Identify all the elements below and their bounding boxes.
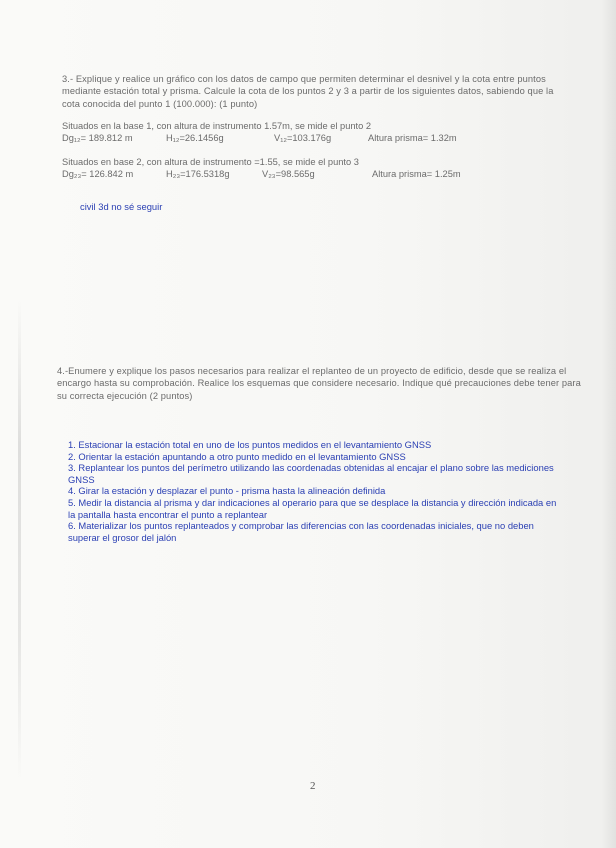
answer-step: 1. Estacionar la estación total en uno de los puntos medidos en el levantamiento GNSS [68,439,432,450]
page-edge-shadow [602,0,616,848]
question-3-answer: civil 3d no sé seguir [80,201,163,212]
base-1-data [62,121,582,145]
base-2-h: H₂₃=176.5318g [166,169,230,179]
scan-bleed-mark [18,300,21,780]
base-1-prism: Altura prisma= 1.32m [368,133,457,143]
question-4-answer-list [68,439,558,543]
answer-step: 5. Medir la distancia al prisma y dar indicaciones al operario para que se desplace la distancia y dirección indicada en la pantalla hasta encontrar el punto a replantear [68,496,557,520]
base-1-dg: Dg₁₂= 189.812 m [62,133,133,143]
base-1-v: V₁₂=103.176g [274,133,332,143]
answer-step: 3. Replantear los puntos del perímetro utilizando las coordenadas obtenidas al encajar el plano sobre las mediciones GNSS [68,462,554,485]
question-3-text: 3.- Explique y realice un gráfico con los datos de campo que permiten determinar el desnivel y la cota entre puntos mediante estación total y prisma. Calcule la cota de los puntos 2 y 3 a partir de los siguientes datos, sabiendo que la cota conocida del punto 1 (100.000): (1 punto) [62,74,554,109]
base-2-v: V₂₃=98.565g [262,169,315,179]
question-4-text: 4.-Enumere y explique los pasos necesarios para realizar el replanteo de un proyecto de edificio, desde que se realiza el encargo hasta su comprobación. Realice los esquemas que considere necesario. Indique qué precauciones debe tener para su correcta ejecución (2 puntos) [57,366,581,401]
base-2-dg: Dg₂₃= 126.842 m [62,169,134,179]
base-2-prism: Altura prisma= 1.25m [372,169,461,179]
answer-step: 6. Materializar los puntos replanteados y comprobar las diferencias con las coordenadas iniciales, que no deben superar el grosor del jalón [68,520,534,543]
page-number: 2 [310,780,316,792]
answer-step: 2. Orientar la estación apuntando a otro punto medido en el levantamiento GNSS [68,450,406,462]
base-1-h: H₁₂=26.1456g [166,133,224,143]
base-1-intro: Situados en la base 1, con altura de instrumento 1.57m, se mide el punto 2 [62,121,372,131]
base-2-intro: Situados en base 2, con altura de instrumento =1.55, se mide el punto 3 [62,157,359,167]
answer-step: 4. Girar la estación y desplazar el punto - prisma hasta la alineación definida [68,485,386,497]
base-2-data [62,157,582,181]
